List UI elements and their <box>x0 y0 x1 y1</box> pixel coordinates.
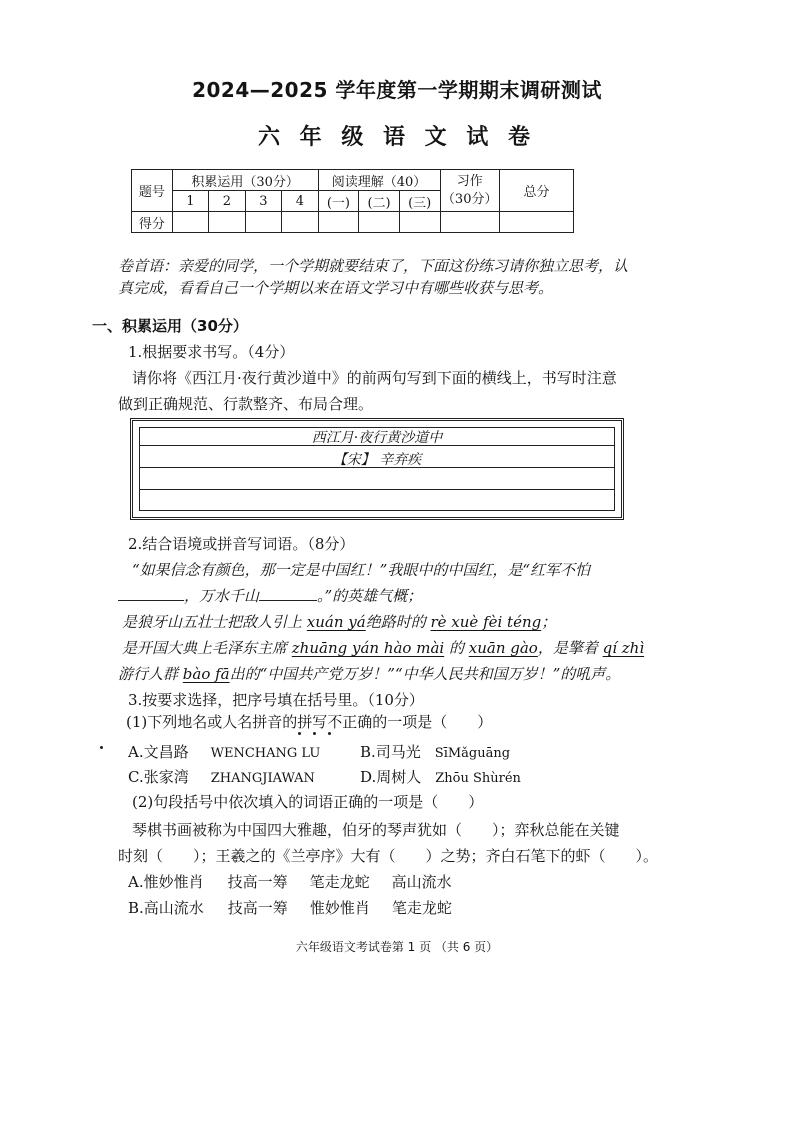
score-cell[interactable] <box>440 212 499 233</box>
score-cell[interactable] <box>282 212 318 233</box>
q2-line-2: ，万水千山 。”的英雄气概； <box>118 584 422 608</box>
pinyin-prompt: rè xuè fèi téng <box>430 613 542 631</box>
option-a1[interactable]: A.文昌路 WENCHANG LU <box>128 743 321 761</box>
q1-title: 1.根据要求书写。（4分） <box>128 343 295 361</box>
emphasis-dot <box>313 732 316 735</box>
page-footer: 六年级语文考试卷第 1 页 （共 6 页） <box>295 940 499 954</box>
answer-blank[interactable] <box>118 586 184 601</box>
answer-blank[interactable] <box>259 586 317 601</box>
poem-author: 【宋】 辛弃疾 <box>332 452 422 468</box>
score-cell[interactable] <box>359 212 400 233</box>
q2-line-1: “如果信念有颜色，那一定是中国红！”我眼中的中国红，是“红军不怕 <box>132 561 591 579</box>
exam-title: 2024—2025 学年度第一学期期末调研测试 <box>192 78 602 102</box>
pinyin-prompt: xuán yá <box>306 613 366 631</box>
option-a2[interactable]: A.惟妙惟肖 技高一筹 笔走龙蛇 高山流水 <box>128 873 452 891</box>
scan-mark <box>100 746 103 749</box>
score-table-col: 1 <box>172 191 208 212</box>
q1-text-1: 请你将《西江月·夜行黄沙道中》的前两句写到下面的横线上，书写时注意 <box>132 369 617 387</box>
q2-line-5: 游行人群 bào fā出的“中国共产党万岁！”“中华人民共和国万岁！”的吼声。 <box>118 665 621 683</box>
option-b2[interactable]: B.高山流水 技高一筹 惟妙惟肖 笔走龙蛇 <box>128 899 452 917</box>
writing-line <box>139 489 615 490</box>
score-table-yuedu: 阅读理解（40） <box>318 170 440 191</box>
intro-line-2: 真完成，看看自己一个学期以来在语文学习中有哪些收获与思考。 <box>118 279 554 297</box>
score-table-col: (二) <box>359 191 400 212</box>
q3-title: 3.按要求选择，把序号填在括号里。（10分） <box>128 691 424 709</box>
score-table-col: (三) <box>399 191 440 212</box>
score-cell[interactable] <box>172 212 208 233</box>
q3-sub2: (2)句段括号中依次填入的词语正确的一项是（ ） <box>132 793 484 811</box>
score-cell[interactable] <box>209 212 245 233</box>
q3-sub2-line-1: 琴棋书画被称为中国四大雅趣，伯牙的琴声犹如（ ）；弈秋总能在关键 <box>132 821 620 839</box>
score-table-defen: 得分 <box>132 212 173 233</box>
option-b1[interactable]: B.司马光 SīMǎguāng <box>360 743 511 761</box>
q1-text-2: 做到正确规范、行款整齐、布局合理。 <box>118 395 374 413</box>
q2-title: 2.结合语境或拼音写词语。（8分） <box>128 535 355 553</box>
q3-sub2-line-2: 时刻（ ）；王羲之的《兰亭序》大有（ ）之势；齐白石笔下的虾（ ）。 <box>118 847 659 865</box>
emphasis-dot <box>328 732 331 735</box>
score-table-col: 3 <box>245 191 281 212</box>
score-table-xizuo: 习作 （30分） <box>440 170 499 212</box>
poem-title: 西江月·夜行黄沙道中 <box>311 430 443 446</box>
emphasis-dot <box>298 732 301 735</box>
score-table <box>131 169 574 233</box>
pinyin-prompt: zhuāng yán hào mài <box>291 639 445 657</box>
pinyin-prompt: qí zhì <box>602 639 645 657</box>
score-table-zongfen: 总分 <box>499 170 573 212</box>
option-d1[interactable]: D.周树人 Zhōu Shùrén <box>360 768 521 786</box>
q2-line-3: 是狼牙山五壮士把敌人引上 xuán yá绝路时的 rè xuè fèi téng； <box>122 613 557 631</box>
q2-line-4: 是开国大典上毛泽东主席 zhuāng yán hào mài 的 xuān gào，是擎着 qí zhì <box>122 639 645 657</box>
q3-sub1: (1)下列地名或人名拼音的拼写不正确的一项是（ ） <box>126 713 493 731</box>
pinyin-prompt: xuān gào <box>468 639 538 657</box>
score-table-jilei: 积累运用（30分） <box>172 170 318 191</box>
pinyin-prompt: bào fā <box>182 665 230 683</box>
section-heading: 一、积累运用（30分） <box>92 317 248 335</box>
score-table-tihao: 题号 <box>132 170 173 212</box>
option-c1[interactable]: C.张家湾 ZHANGJIAWAN <box>128 768 315 786</box>
intro-line-1: 卷首语：亲爱的同学，一个学期就要结束了，下面这份练习请你独立思考，认 <box>118 257 629 275</box>
score-cell[interactable] <box>399 212 440 233</box>
score-cell[interactable] <box>318 212 359 233</box>
writing-box[interactable] <box>130 418 624 520</box>
score-table-col: 4 <box>282 191 318 212</box>
score-cell[interactable] <box>245 212 281 233</box>
score-cell[interactable] <box>499 212 573 233</box>
score-table-col: 2 <box>209 191 245 212</box>
exam-subtitle: 六 年 级 语 文 试 卷 <box>258 125 536 150</box>
score-table-col: (一) <box>318 191 359 212</box>
